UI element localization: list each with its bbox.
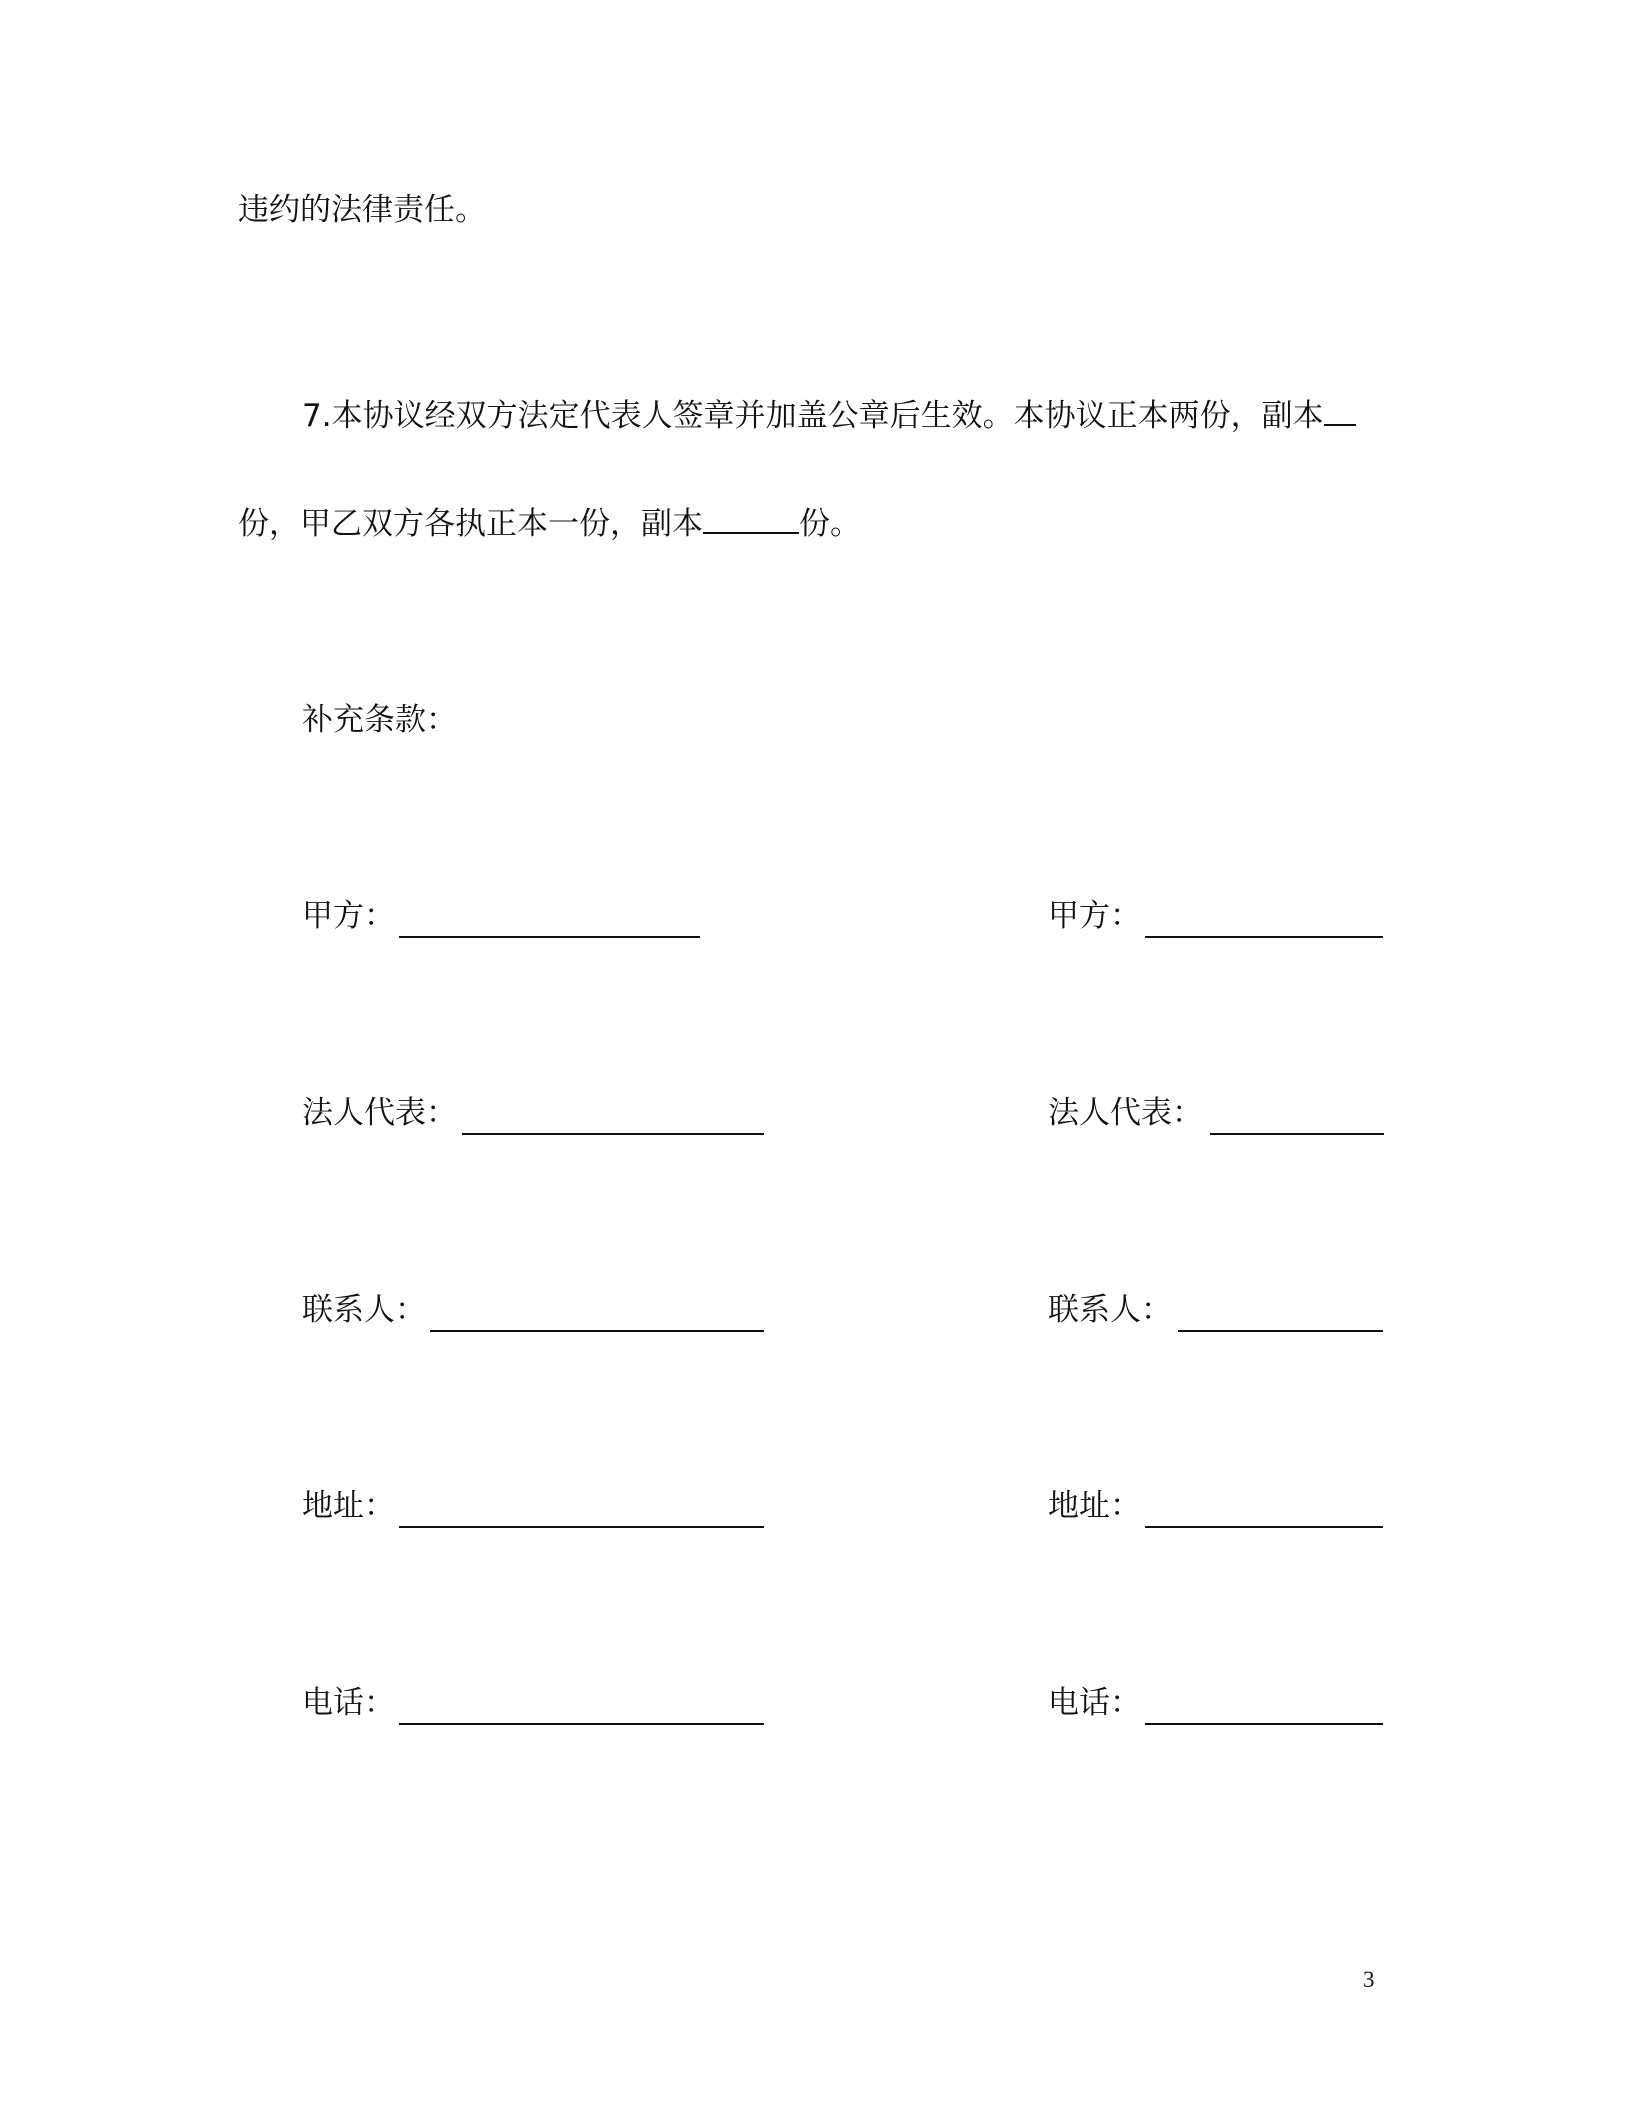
paragraph-continuation: 违约的法律责任。 xyxy=(238,192,486,228)
right-contact-line xyxy=(1178,1330,1383,1332)
right-contact-label: 联系人： xyxy=(1048,1292,1172,1328)
left-contact-row xyxy=(302,1290,772,1330)
right-legal-rep-line xyxy=(1210,1133,1384,1135)
right-legal-rep-label: 法人代表： xyxy=(1048,1095,1203,1131)
right-party-row xyxy=(1048,896,1388,936)
left-address-row xyxy=(302,1486,772,1526)
clause-7-line-2 xyxy=(238,502,861,544)
right-address-label: 地址： xyxy=(1048,1488,1141,1524)
left-party-line xyxy=(399,936,700,938)
clause-7-text-2a: 份，甲乙双方各执正本一份，副本 xyxy=(238,506,703,542)
right-legal-rep-row xyxy=(1048,1093,1388,1133)
left-contact-label: 联系人： xyxy=(302,1292,426,1328)
right-phone-label: 电话： xyxy=(1048,1685,1141,1721)
left-party-label: 甲方： xyxy=(302,898,395,934)
copies-blank-total xyxy=(1324,394,1356,426)
right-party-label: 甲方： xyxy=(1048,898,1141,934)
right-address-line xyxy=(1145,1526,1383,1528)
right-contact-row xyxy=(1048,1290,1388,1330)
left-phone-label: 电话： xyxy=(302,1685,395,1721)
left-contact-line xyxy=(430,1330,764,1332)
right-phone-row xyxy=(1048,1683,1388,1723)
left-legal-rep-row xyxy=(302,1093,772,1133)
clause-7-text-2b: 份。 xyxy=(799,506,861,542)
left-address-line xyxy=(399,1526,764,1528)
supplementary-terms-label: 补充条款： xyxy=(302,702,457,738)
left-phone-line xyxy=(399,1723,764,1725)
copies-blank-each xyxy=(703,502,799,534)
left-address-label: 地址： xyxy=(302,1488,395,1524)
left-legal-rep-line xyxy=(462,1133,764,1135)
right-party-line xyxy=(1145,936,1383,938)
page-number: 3 xyxy=(1363,1967,1375,1992)
left-legal-rep-label: 法人代表： xyxy=(302,1095,457,1131)
clause-7-line-1 xyxy=(302,394,1356,436)
clause-7-text-1: 7.本协议经双方法定代表人签章并加盖公章后生效。本协议正本两份，副本 xyxy=(302,398,1324,434)
left-party-row xyxy=(302,896,722,936)
left-phone-row xyxy=(302,1683,772,1723)
right-phone-line xyxy=(1145,1723,1383,1725)
right-address-row xyxy=(1048,1486,1388,1526)
